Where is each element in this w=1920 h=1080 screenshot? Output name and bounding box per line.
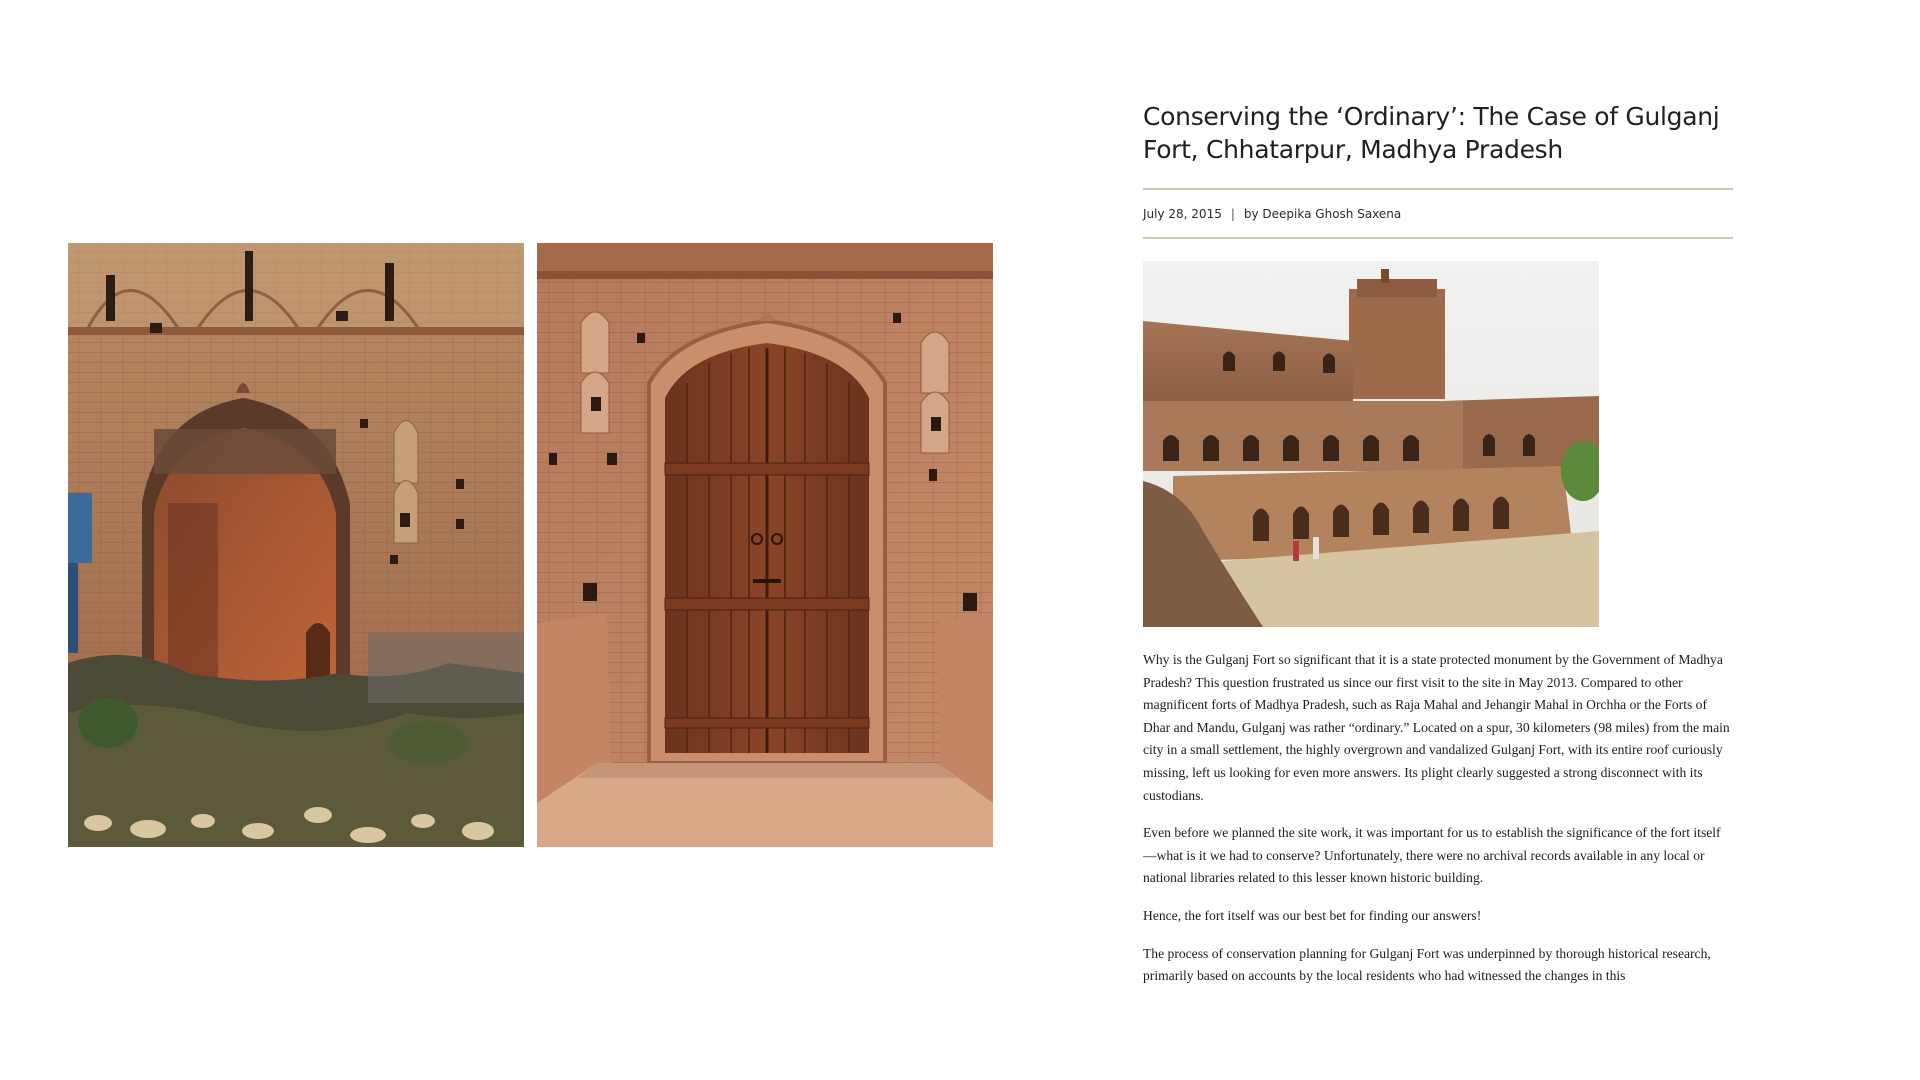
paragraph: Why is the Gulganj Fort so significant that it is a state protected monument by the Government of Madhya Pradesh? This question frustrated us since our first visit to the site in May 2013. Compared to other magnificent forts of Madhya Pradesh, such as Raja Mahal and Jehangir Mahal in Orchha or the Forts of Dhar and Mandu, Gulganj was rather “ordinary.” Located on a spur, 30 kilometers (98 miles) from the main city in a small settlement, the highly overgrown and vandalized Gulganj Fort, with its entire roof curiously missing, left us looking for even more answers. Its plight clearly suggested a strong disconnect with its custodians.	[1143, 652, 1730, 803]
paragraph: Even before we planned the site work, it was important for us to establish the significance of the fort itself —what is it we had to conserve? Unfortunately, there were no archival records available in any local or national libraries related to this lesser known historic building.	[1143, 825, 1721, 886]
paragraph: The process of conservation planning for Gulganj Fort was underpinned by thorough historical research, primarily based on accounts by the local residents who had witnessed the changes in this	[1143, 945, 1711, 984]
fort-illustration	[1143, 261, 1599, 627]
article-body	[1143, 649, 1733, 988]
article-date: July 28, 2015	[1143, 206, 1222, 221]
article-title: Conserving the ‘Ordinary’: The Case of Gulganj Fort, Chhatarpur, Madhya Pradesh	[1143, 102, 1720, 164]
meta-separator: |	[1230, 206, 1235, 221]
meta-divider	[1143, 237, 1733, 239]
article-author[interactable]: by Deepika Ghosh Saxena	[1243, 206, 1402, 221]
article-meta	[1143, 190, 1733, 237]
photo-wooden-door	[537, 243, 993, 847]
archway-illustration	[68, 243, 524, 847]
photo-brick-archway	[68, 243, 524, 847]
paragraph: Hence, the fort itself was our best bet for finding our answers!	[1143, 907, 1482, 923]
article	[1143, 100, 1733, 1003]
photo-fort-courtyard	[1143, 261, 1599, 627]
door-illustration	[537, 243, 993, 847]
